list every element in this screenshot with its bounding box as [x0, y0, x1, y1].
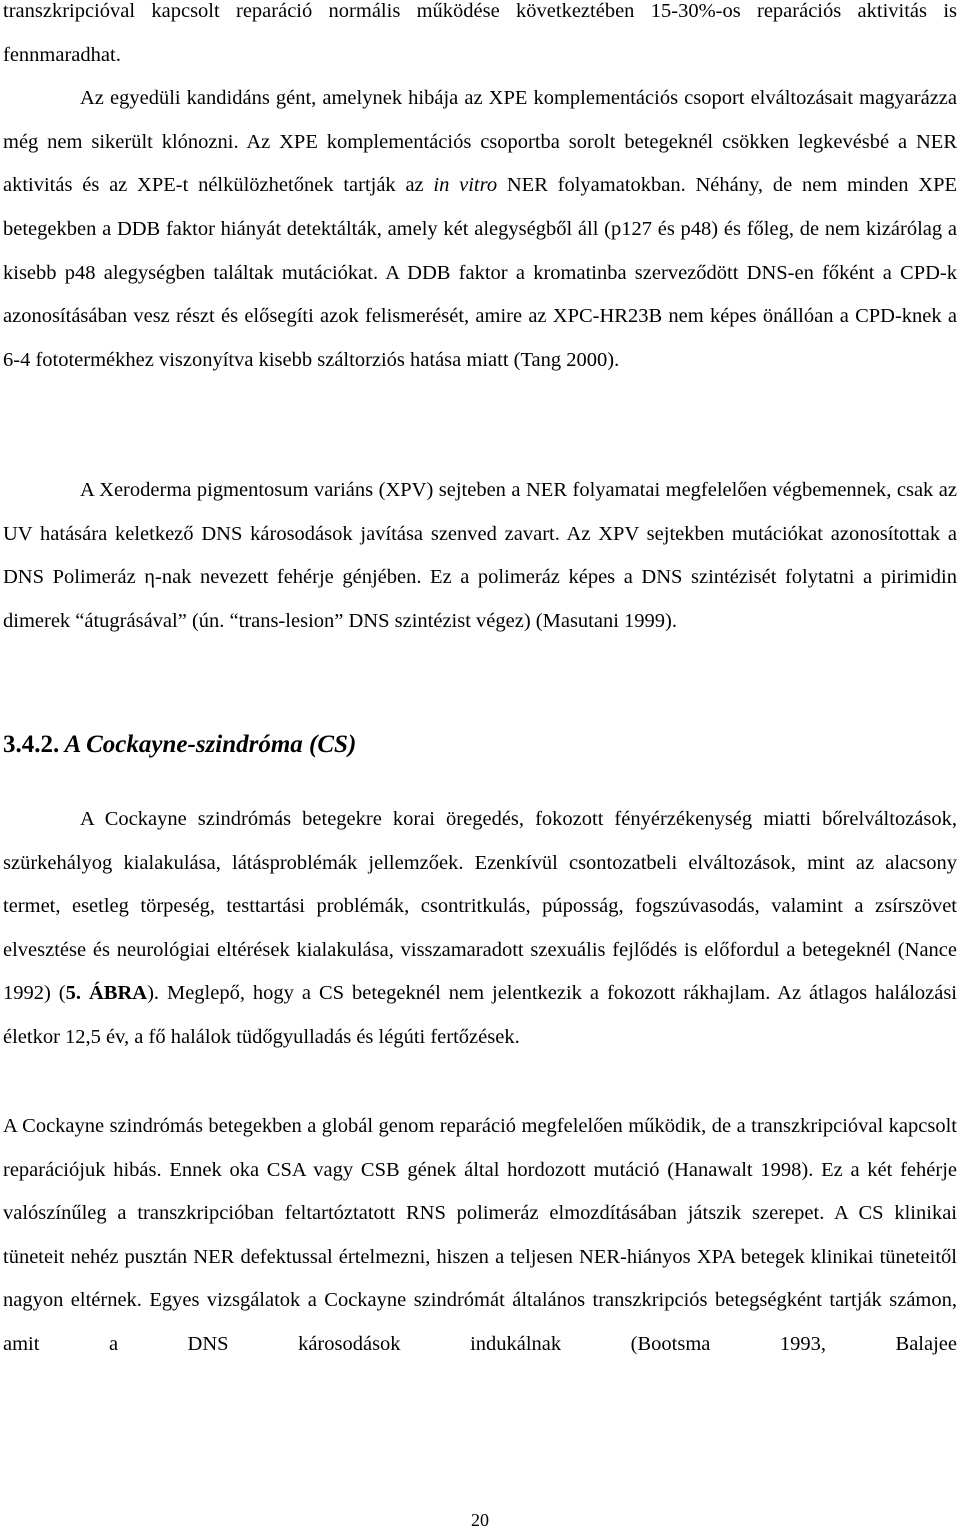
text-run: NER folyamatokban. Néhány, de nem minden XPE betegekben a DDB faktor hiányát detektálták, amely két alegységből áll (p127 és p48) és főleg, de nem kizárólag a kisebb p48 alegységben találtak mutációkat. A DDB faktor a kromatinba szerveződött DNS-en főként a CPD-k azonosításában vesz részt és elősegíti azok felismerését, amire az XPC-HR23B nem képes önállóan a CPD-knek a 6-4 fototermékhez viszonyítva kisebb száltorziós hatása miatt (Tang 2000). [3, 174, 957, 371]
paragraph-cs-symptoms-body [3, 798, 957, 1060]
text-run: Az egyedüli kandidáns gént, amelynek hibája az XPE komplementációs csoport elváltozásait magyarázza még nem sikerült klónozni. Az XPE komplementációs csoportba sorolt betegeknél csökken legkevésbé a NER aktivitás és az XPE-t nélkülözhetőnek tartják az [3, 87, 957, 197]
paragraph-xpv [3, 469, 957, 643]
paragraph-xpv-body: A Xeroderma pigmentosum variáns (XPV) sejteben a NER folyamatai megfelelően végbemennek, csak az UV hatására keletkező DNS károsodások javítása szenved zavart. Az XPV sejtekben mutációkat azonosítottak a DNS Polimeráz η-nak nevezett fehérje génjében. Ez a polimeráz képes a DNS szintézisét folytatni a pirimidin dimerek “átugrásával” (ún. “trans-lesion” DNS szintézist végez) (Masutani 1999). [3, 479, 957, 632]
paragraph-cs-symptoms [3, 798, 957, 1060]
section-number: 3.4.2. [3, 731, 60, 758]
paragraph-continuation: transzkripcióval kapcsolt reparáció normális működése következtében 15-30%-os reparációs aktivitás is fennmaradhat. [3, 0, 957, 66]
italic-term: in vitro [433, 174, 498, 197]
page-number: 20 [471, 1510, 489, 1530]
text-run: A Cockayne szindrómás betegekre korai öregedés, fokozott fényérzékenység miatti bőrelváltozások, szürkehályog kialakulása, látásproblémák jellemzőek. Ezenkívül csontozatbeli elváltozások, mint az alacsony termet, esetleg törpeség, testtartási problémák, csontritkulás, púposság, fogszúvasodás, valamint a zsírszövet elvesztése és neurológiai eltérések kialakulása, visszamaradott szexuális fejlődés is előfordul a betegeknél (Nance 1992) ( [3, 808, 957, 1005]
figure-reference: 5. ÁBRA [65, 982, 148, 1005]
paragraph-cs-repair-body: A Cockayne szindrómás betegekben a globál genom reparáció megfelelően működik, de a transzkripcióval kapcsolt reparációjuk hibás. Ennek oka CSA vagy CSB gének által hordozott mutáció (Hanawalt 1998). Ez a két fehérje valószínűleg a transzkripcióban feltartóztatott RNS polimeráz elmozdításában játszik szerepet. A CS klinikai tüneteit nehéz pusztán NER defektussal értelmezni, hiszen a teljesen NER-hiányos XPA betegek klinikai tüneteitől nagyon eltérnek. Egyes vizsgálatok a Cockayne szindrómát általános transzkripciós betegségként tartják számon, amit a DNS károsodások indukálnak (Bootsma 1993, Balajee [3, 1115, 957, 1355]
section-heading [3, 725, 703, 765]
text-run: ). Meglepő, hogy a CS betegeknél nem jelentkezik a fokozott rákhajlam. Az átlagos halálozási életkor 12,5 év, a fő halálok tüdőgyulladás és légúti fertőzések. [3, 982, 958, 1048]
paragraph-xpe-body [3, 77, 957, 382]
section-title: A Cockayne-szindróma (CS) [64, 731, 357, 758]
paragraph-cs-repair [3, 1105, 957, 1367]
paragraph-xpe [3, 0, 957, 382]
